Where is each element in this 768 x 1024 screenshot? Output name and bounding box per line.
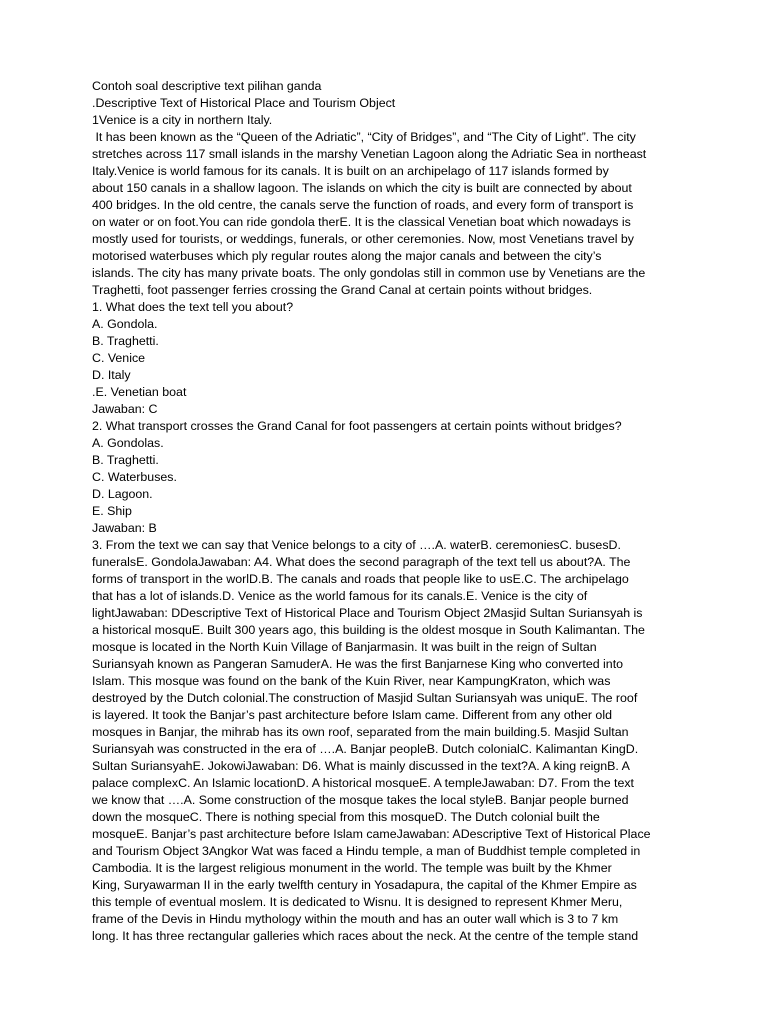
text-line: down the mosqueC. There is nothing special from this mosqueD. The Dutch colonial built the	[92, 810, 600, 824]
text-line: Sultan SuriansyahE. JokowiJawaban: D6. What is mainly discussed in the text?A. A king reignB. A	[92, 759, 630, 773]
text-line: Traghetti, foot passenger ferries crossing the Grand Canal at certain points without bridges.	[92, 283, 593, 297]
text-line: mosques in Banjar, the mihrab has its own roof, separated from the main building.5. Masjid Sultan	[92, 725, 629, 739]
text-line: A. Gondola.	[92, 317, 158, 331]
text-line: this temple of eventual moslem. It is dedicated to Wisnu. It is designed to represent Khmer Meru,	[92, 895, 623, 909]
text-line: mostly used for tourists, or weddings, funerals, or other ceremonies. Now, most Venetians travel by	[92, 232, 634, 246]
text-line: forms of transport in the worlD.B. The canals and roads that people like to usE.C. The archipelago	[92, 572, 629, 586]
text-line: 1. What does the text tell you about?	[92, 300, 294, 314]
text-line: on water or on foot.You can ride gondola therE. It is the classical Venetian boat which nowadays is	[92, 215, 631, 229]
text-line: stretches across 117 small islands in the marshy Venetian Lagoon along the Adriatic Sea in northeast	[92, 147, 647, 161]
text-line: A. Gondolas.	[92, 436, 164, 450]
text-line: 2. What transport crosses the Grand Canal for foot passengers at certain points without bridges?	[92, 419, 622, 433]
text-line: Cambodia. It is the largest religious monument in the world. The temple was built by the Khmer	[92, 861, 612, 875]
text-line: 400 bridges. In the old centre, the canals serve the function of roads, and every form of transport is	[92, 198, 634, 212]
text-line: Jawaban: B	[92, 521, 157, 535]
text-line: B. Traghetti.	[92, 334, 159, 348]
text-line: that has a lot of islands.D. Venice as the world famous for its canals.E. Venice is the city of	[92, 589, 588, 603]
text-line: Suriansyah known as Pangeran SamuderA. He was the first Banjarnese King who converted into	[92, 657, 624, 671]
text-line: palace complexC. An Islamic locationD. A historical mosqueE. A templeJawaban: D7. From the text	[92, 776, 635, 790]
text-line: is layered. It took the Banjar’s past architecture before Islam came. Different from any other old	[92, 708, 612, 722]
text-line: motorised waterbuses which ply regular routes along the major canals and between the city’s	[92, 249, 602, 263]
text-line: D. Italy	[92, 368, 131, 382]
text-line: .Descriptive Text of Historical Place and Tourism Object	[92, 96, 396, 110]
text-line: Jawaban: C	[92, 402, 158, 416]
text-line: destroyed by the Dutch colonial.The construction of Masjid Sultan Suriansyah was uniquE. The roof	[92, 691, 638, 705]
text-line: B. Traghetti.	[92, 453, 159, 467]
text-line: mosqueE. Banjar’s past architecture before Islam cameJawaban: ADescriptive Text of Historical Place	[92, 827, 651, 841]
text-line: frame of the Devis in Hindu mythology within the mouth and has an outer wall which is 3 to 7 km	[92, 912, 619, 926]
text-line: 1Venice is a city in northern Italy.	[92, 113, 273, 127]
text-line: C. Venice	[92, 351, 146, 365]
text-line: C. Waterbuses.	[92, 470, 177, 484]
text-line: we know that ….A. Some construction of the mosque takes the local styleB. Banjar people burned	[92, 793, 629, 807]
text-line: Italy.Venice is world famous for its canals. It is built on an archipelago of 117 islands formed by	[92, 164, 609, 178]
text-line: D. Lagoon.	[92, 487, 153, 501]
text-line: a historical mosquE. Built 300 years ago, this building is the oldest mosque in South Kalimantan. The	[92, 623, 645, 637]
text-line: Contoh soal descriptive text pilihan ganda	[92, 79, 322, 93]
text-line: long. It has three rectangular galleries which races about the neck. At the centre of the temple stand	[92, 929, 639, 943]
text-line: funeralsE. GondolaJawaban: A4. What does the second paragraph of the text tell us about?A. The	[92, 555, 631, 569]
text-line: It has been known as the “Queen of the Adriatic”, “City of Bridges”, and “The City of Light”. The city	[92, 130, 636, 144]
text-line: .E. Venetian boat	[92, 385, 187, 399]
text-line: E. Ship	[92, 504, 132, 518]
text-line: mosque is located in the North Kuin Village of Banjarmasin. It was built in the reign of Sultan	[92, 640, 597, 654]
text-line: 3. From the text we can say that Venice belongs to a city of ….A. waterB. ceremoniesC. busesD.	[92, 538, 621, 552]
text-line: Islam. This mosque was found on the bank of the Kuin River, near KampungKraton, which was	[92, 674, 611, 688]
text-line: Suriansyah was constructed in the era of ….A. Banjar peopleB. Dutch colonialC. Kalimantan KingD.	[92, 742, 639, 756]
text-line: about 150 canals in a shallow lagoon. The islands on which the city is built are connected by about	[92, 181, 632, 195]
text-line: King, Suryawarman II in the early twelfth century in Yosadapura, the capital of the Khmer Empire as	[92, 878, 637, 892]
text-line: and Tourism Object 3Angkor Wat was faced a Hindu temple, a man of Buddhist temple completed in	[92, 844, 641, 858]
text-line: lightJawaban: DDescriptive Text of Historical Place and Tourism Object 2Masjid Sultan Suriansyah is	[92, 606, 643, 620]
document-body	[92, 78, 684, 945]
text-line: islands. The city has many private boats. The only gondolas still in common use by Venetians are the	[92, 266, 646, 280]
